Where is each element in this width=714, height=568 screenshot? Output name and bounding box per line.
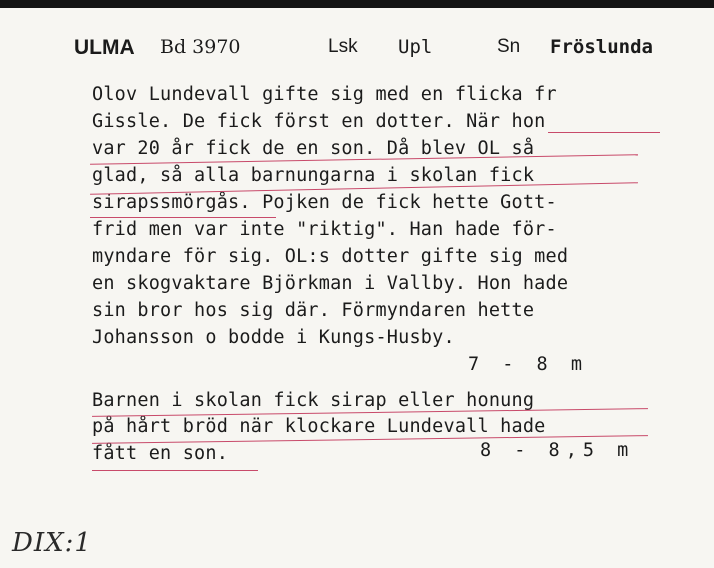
text-line: Barnen i skolan fick sirap eller honung (92, 390, 535, 411)
text-line: glad, så alla barnungarna i skolan fick (92, 165, 535, 186)
measurement-2: 8 - 8,5 m (480, 440, 635, 461)
archive-name: ULMA (74, 36, 135, 59)
parish-label: Sn (497, 36, 521, 57)
county-name: Upl (398, 36, 433, 58)
text-line: sin bror hos sig där. Förmyndaren hette (92, 300, 535, 321)
text-line: frid men var inte "riktig". Han hade för- (92, 219, 557, 240)
text-line: myndare för sig. OL:s dotter gifte sig med (92, 246, 569, 267)
underline (92, 470, 258, 471)
text-line: på hårt bröd när klockare Lundevall hade (92, 416, 546, 437)
text-line: sirapssmörgås. Pojken de fick hette Gott- (92, 192, 557, 213)
underline (90, 217, 276, 218)
measurement-1: 7 - 8 m (468, 354, 588, 375)
county-label: Lsk (328, 36, 358, 57)
text-line: var 20 år fick de en son. Då blev OL så (92, 138, 535, 159)
parish-name: Fröslunda (550, 36, 653, 58)
handwritten-annotation: DIX:1 (12, 528, 92, 558)
text-line: Gissle. De fick först en dotter. När hon (92, 111, 546, 132)
text-line: en skogvaktare Björkman i Vallby. Hon hade (92, 273, 569, 294)
text-line: Johansson o bodde i Kungs-Husby. (92, 327, 455, 348)
text-line: fått en son. (92, 443, 229, 464)
volume-number: Bd 3970 (160, 36, 241, 58)
underline (548, 132, 660, 133)
card-top-edge (0, 0, 714, 8)
text-line: Olov Lundevall gifte sig med en flicka fr (92, 84, 557, 105)
